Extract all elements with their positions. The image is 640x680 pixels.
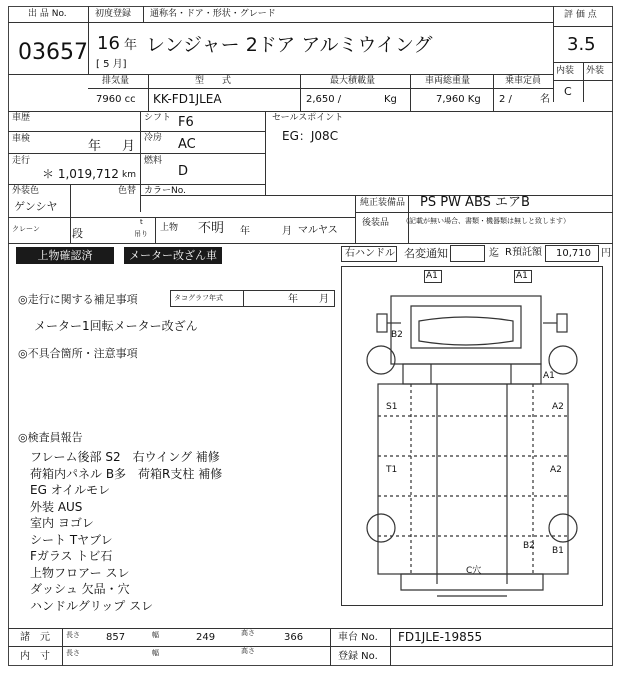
mileage-label: 走行: [12, 156, 31, 166]
gross-weight-label: 車両総重量: [425, 76, 471, 86]
mark-t1: T1: [386, 465, 398, 475]
registration-month: [ 5 月]: [96, 59, 127, 70]
inspector-report-item: フレーム後部 S2 右ウイング 補修: [30, 450, 220, 464]
model-name: レンジャー 2ドア アルミウイング: [146, 34, 433, 56]
mileage-unit: km: [122, 170, 136, 180]
rating-label: 評 価 点: [564, 10, 597, 20]
mark-s1: S1: [386, 402, 398, 412]
max-load-unit: Kg: [384, 94, 397, 105]
inspector-report-item: ハンドルグリップ スレ: [30, 598, 154, 613]
bodywork-month: 月: [282, 226, 292, 237]
capacity-label: 乗車定員: [505, 76, 542, 86]
driving-notes-header: ◎走行に関する補足事項: [18, 293, 138, 306]
mark-b2-rear: B2: [523, 541, 535, 551]
steering-value: 右ハンドル: [345, 248, 395, 259]
max-load: 2,650 /: [306, 94, 342, 105]
interior-width-label: 幅: [152, 649, 159, 657]
gross-weight: 7,960 Kg: [436, 94, 481, 105]
capacity: 2 /: [499, 94, 512, 105]
interior-length-label: 長さ: [66, 649, 80, 657]
tachograph-month: 月: [319, 294, 329, 305]
lot-number: 03657: [18, 40, 88, 65]
color-change-label: 色替: [118, 186, 137, 196]
crane-ton: t: [140, 218, 143, 226]
specs-label: 諸 元: [20, 632, 50, 643]
interior-grade: C: [564, 85, 572, 98]
height-value: 366: [284, 632, 304, 643]
mark-b2-cab: B2: [391, 330, 403, 340]
bodywork-year: 年: [240, 226, 250, 237]
capacity-unit: 名: [540, 94, 550, 105]
crane-label: クレーン: [12, 225, 40, 233]
chassis-number: FD1JLE-19855: [398, 630, 483, 644]
inspector-report-header: ◎検査員報告: [18, 431, 83, 444]
meter-tampered-badge: メーター改ざん車: [124, 247, 222, 264]
model-label: 通称名・ドア・形状・グレード: [150, 9, 276, 19]
bodywork-confirmed-badge: 上物確認済: [16, 247, 114, 264]
inspector-report-item: ダッシュ 欠品・穴: [30, 582, 130, 596]
mark-c-hole: C穴: [466, 566, 482, 576]
exterior-grade-label: 外装: [586, 66, 605, 76]
driving-note: メーター1回転メーター改ざん: [34, 319, 198, 333]
registration-year: 16: [97, 33, 120, 54]
inspector-report-item: 上物フロアー スレ: [30, 565, 130, 580]
inspector-report-item: 室内 ヨゴレ: [30, 516, 94, 530]
inspector-report-list: [30, 448, 330, 613]
recycle-label: R預託額: [505, 247, 542, 258]
interior-dims-label: 内 寸: [20, 651, 50, 662]
fuel-label: 燃料: [144, 156, 163, 166]
name-change-box: [450, 245, 485, 262]
width-value: 249: [196, 632, 216, 643]
interior-height-label: 高さ: [241, 647, 255, 655]
crane-stage: 段: [72, 227, 83, 240]
ac-value: AC: [178, 137, 196, 152]
sales-point-label: セールスポイント: [272, 113, 344, 123]
standard-equipment-label: 純正装備品: [360, 198, 406, 208]
inspection-label: 車検: [12, 134, 31, 144]
standard-equipment: PS PW ABS エアB: [420, 195, 530, 210]
chassis-label: 車台 No.: [338, 632, 378, 643]
model-code-label: 型 式: [195, 76, 232, 86]
shift-value: F6: [178, 115, 194, 130]
inspection-year: 年: [88, 139, 102, 154]
defect-notes-header: ◎不具合箇所・注意事項: [18, 347, 138, 360]
length-label: 長さ: [66, 631, 80, 639]
inspector-report-item: シート Tヤブレ: [30, 532, 113, 547]
interior-grade-label: 内装: [556, 66, 575, 76]
recycle-unit: 円: [601, 248, 611, 259]
aftermarket-note: （記載が無い場合、書類・機器類は無しと致します）: [402, 217, 570, 225]
mark-b1: B1: [552, 546, 564, 556]
first-registration-label: 初度登録: [95, 9, 132, 19]
left-mirror: [377, 314, 387, 332]
mark-a2-lower: A2: [550, 465, 562, 475]
right-mirror: [557, 314, 567, 332]
aftermarket-label: 後装品: [362, 218, 390, 228]
mark-a1-side: A1: [543, 371, 555, 381]
recycle-amount: 10,710: [556, 248, 591, 259]
history-label: 車歴: [12, 113, 31, 123]
length-value: 857: [106, 632, 126, 643]
sales-point: EG：J08C: [282, 129, 339, 143]
bodywork-value: 不明: [198, 221, 225, 236]
model-code: KK-FD1JLEA: [153, 92, 222, 106]
cab-lower: [403, 364, 541, 384]
tachograph-label: タコグラフ年式: [174, 294, 223, 302]
max-load-label: 最大積載量: [330, 76, 376, 86]
inspector-report-item: EG オイルモレ: [30, 483, 111, 497]
rear-left-wheel: [367, 514, 395, 542]
exterior-color-label: 外装色: [12, 186, 40, 196]
bodywork-maker: マルヤス: [298, 225, 338, 236]
mark-a1-front-left: A1: [426, 271, 438, 281]
lot-no-label: 出 品 No.: [28, 9, 67, 19]
windshield: [419, 317, 513, 345]
exterior-color: ゲンシヤ: [14, 200, 58, 213]
registration-no-label: 登録 No.: [338, 651, 378, 662]
inspector-report-item: 荷箱内パネル B多 荷箱R支柱 補修: [30, 466, 223, 481]
displacement: 7960 cc: [96, 94, 136, 105]
rear-bumper: [401, 574, 543, 590]
inspection-month: 月: [122, 139, 136, 154]
cab-roof: [411, 306, 521, 348]
mileage: ＊ 1,019,712: [42, 167, 119, 181]
fuel-value: D: [178, 164, 189, 179]
width-label: 幅: [152, 631, 159, 639]
crane-lift: 吊り: [134, 230, 148, 238]
inspector-report-item: Fガラス トビ石: [30, 549, 113, 563]
inspector-report-item: 外装 AUS: [30, 499, 83, 514]
name-change-label: 名変通知: [404, 247, 448, 260]
front-right-wheel: [549, 346, 577, 374]
shift-label: シフト: [144, 113, 172, 123]
height-label: 高さ: [241, 629, 255, 637]
mark-a2-upper: A2: [552, 402, 564, 412]
bodywork-label: 上物: [160, 223, 179, 233]
displacement-label: 排気量: [102, 76, 130, 86]
color-code-label: カラーNo.: [144, 186, 186, 196]
rating-score: 3.5: [567, 34, 596, 55]
cargo-box: [378, 384, 568, 574]
ac-label: 冷房: [144, 133, 163, 143]
mark-a1-front-right: A1: [516, 271, 528, 281]
rear-right-wheel: [549, 514, 577, 542]
registration-year-unit: 年: [124, 38, 138, 53]
name-change-until: 迄: [489, 248, 499, 259]
tachograph-year: 年: [288, 294, 298, 305]
